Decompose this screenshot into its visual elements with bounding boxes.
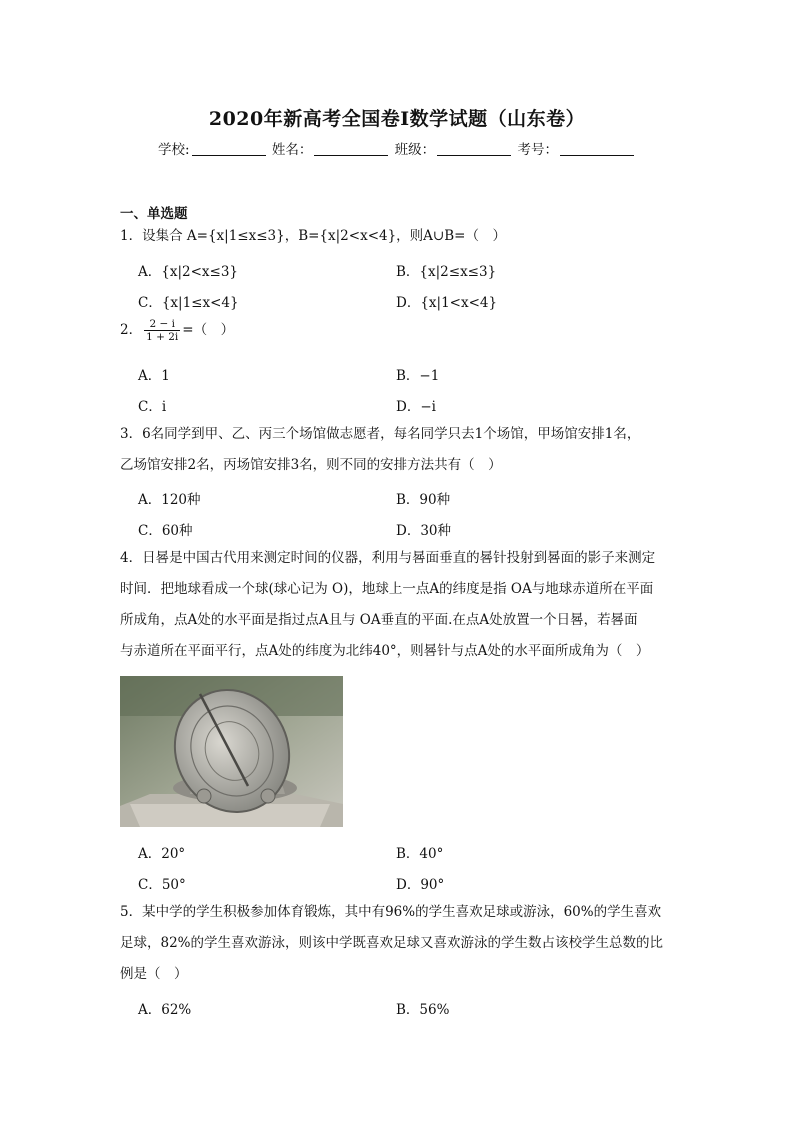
student-info-line [0, 138, 794, 158]
q2-fraction-numerator: 2 − i [144, 318, 180, 331]
q3-option-c: C．60种 [138, 523, 193, 539]
q4-line-1: 4．日晷是中国古代用来测定时间的仪器，利用与晷面垂直的晷针投射到晷面的影子来测定 [120, 550, 656, 566]
q5-line-1: 5．某中学的学生积极参加体育锻炼，其中有96%的学生喜欢足球或游泳，60%的学生喜欢 [120, 904, 662, 920]
school-blank[interactable] [192, 141, 266, 156]
q5-option-b: B．56% [396, 1002, 450, 1018]
exam-title: 2020年新高考全国卷Ⅰ数学试题（山东卷） [208, 108, 586, 130]
q4-option-d: D．90° [396, 877, 445, 893]
q4-line-3: 所成角，点A处的水平面是指过点A且与 OA垂直的平面.在点A处放置一个日晷，若晷面 [120, 612, 638, 628]
q3-line-2: 乙场馆安排2名，丙场馆安排3名，则不同的安排方法共有（ ） [120, 457, 502, 473]
exam-no-blank[interactable] [560, 141, 634, 156]
q4-option-c: C．50° [138, 877, 186, 893]
q4-option-a: A．20° [138, 846, 186, 862]
q2-option-c: C．i [138, 399, 167, 415]
q5-line-3: 例是（ ） [120, 966, 188, 982]
class-blank[interactable] [437, 141, 511, 156]
q2-prefix: 2． [120, 322, 143, 338]
q1-option-b: B．{x|2≤x≤3} [396, 264, 497, 280]
name-label: 姓名： [271, 142, 313, 158]
question-5-stem [120, 897, 680, 990]
q1-option-d: D．{x|1<x<4} [396, 295, 498, 311]
exam-no-label: 考号： [517, 142, 558, 158]
q2-fraction [144, 318, 180, 343]
q2-option-d: D．−i [396, 399, 436, 415]
name-blank[interactable] [314, 141, 388, 156]
q4-line-2: 时间．把地球看成一个球(球心记为 O)，地球上一点A的纬度是指 OA与地球赤道所在平面 [120, 581, 654, 597]
q3-option-d: D．30种 [396, 523, 452, 539]
q2-fraction-denominator: 1 + 2i [146, 331, 179, 343]
sundial-photo [120, 676, 343, 827]
q1-option-c: C．{x|1≤x<4} [138, 295, 239, 311]
q5-option-a: A．62% [138, 1002, 192, 1018]
q4-line-4: 与赤道所在平面平行，点A处的纬度为北纬40°，则晷针与点A处的水平面所成角为（ ） [120, 643, 650, 659]
section-heading: 一、单选题 [120, 206, 188, 222]
question-1-stem: 1．设集合 A={x|1≤x≤3}，B={x|2<x<4}，则A∪B=（ ） [120, 228, 506, 244]
q3-option-b: B．90种 [396, 492, 451, 508]
q5-line-2: 足球，82%的学生喜欢游泳，则该中学既喜欢足球又喜欢游泳的学生数占该校学生总数的比 [120, 935, 664, 951]
school-label: 学校: [158, 142, 190, 158]
question-4-stem [120, 543, 680, 667]
question-3-stem [120, 419, 680, 481]
q2-option-b: B．−1 [396, 368, 440, 384]
q3-option-a: A．120种 [138, 492, 201, 508]
q4-option-b: B．40° [396, 846, 444, 862]
q2-option-a: A．1 [138, 368, 170, 384]
q1-option-a: A．{x|2<x≤3} [138, 264, 239, 280]
q2-suffix: =（ ） [182, 322, 235, 338]
class-label: 班级： [394, 142, 436, 158]
sundial-illustration [120, 676, 343, 827]
question-2-stem [120, 318, 234, 343]
q3-line-1: 3．6名同学到甲、乙、丙三个场馆做志愿者，每名同学只去1个场馆，甲场馆安排1名， [120, 426, 641, 442]
